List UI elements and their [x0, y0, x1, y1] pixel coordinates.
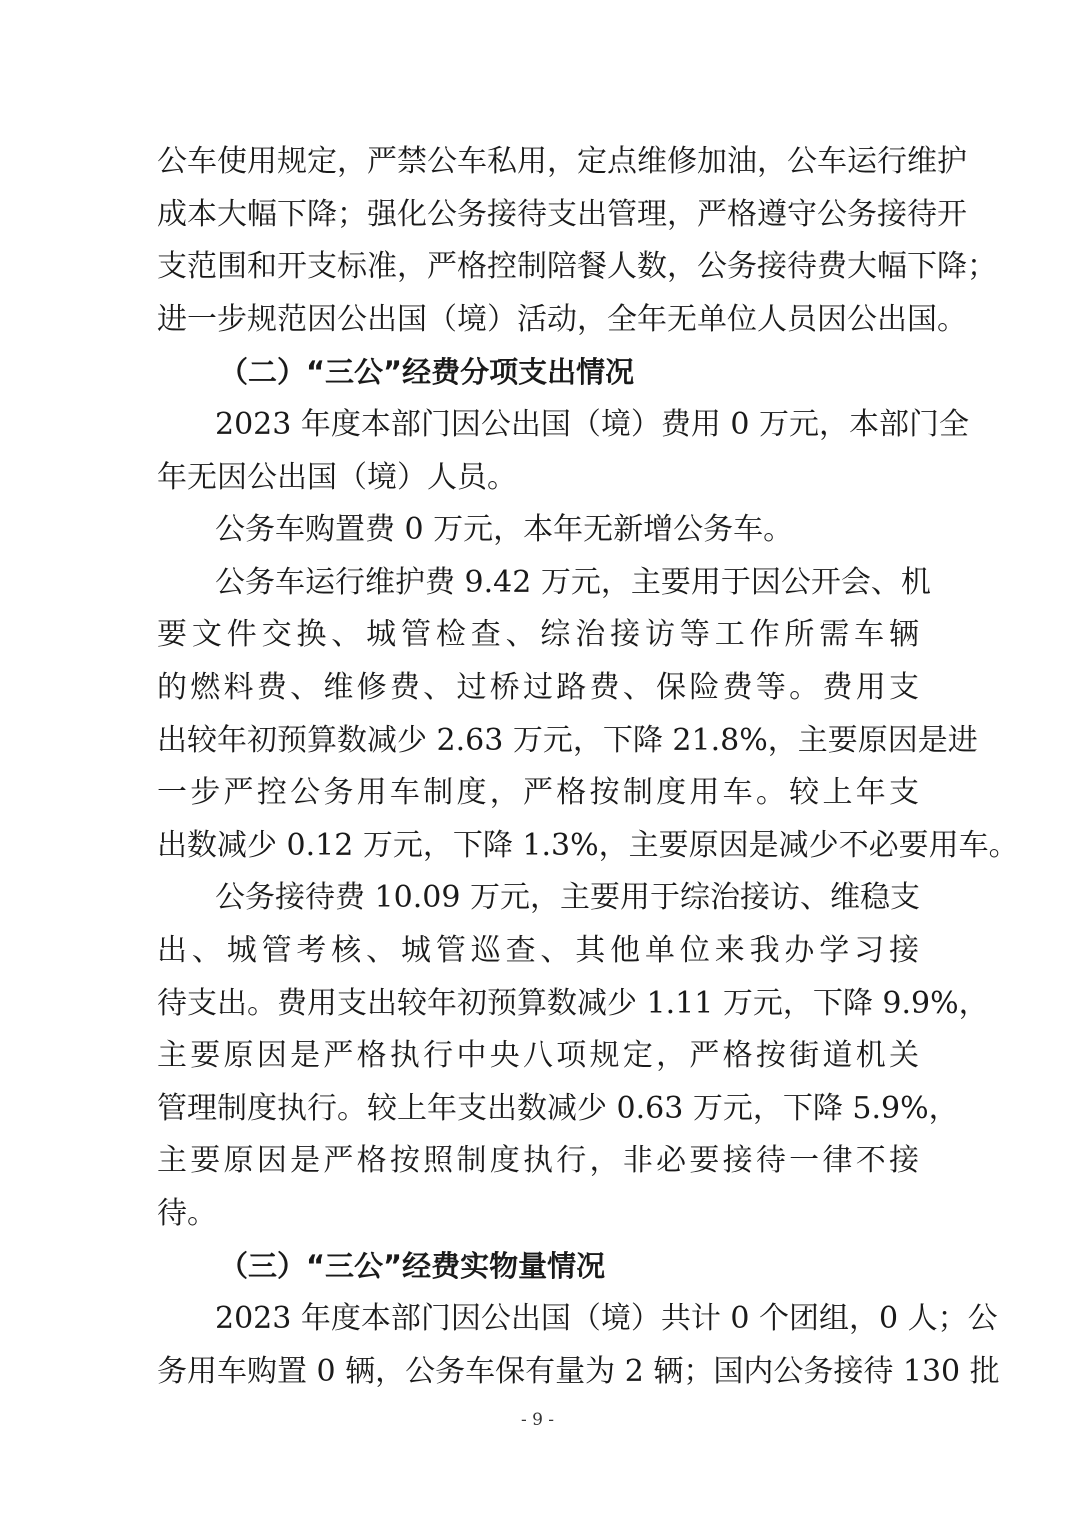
text-line: 公务接待费 10.09 万元，主要用于综治接访、维稳支: [215, 880, 920, 916]
text-line: 的燃料费、维修费、过桥过路费、保险费等。费用支: [157, 669, 919, 705]
text-line: 要文件交换、城管检查、综治接访等工作所需车辆: [157, 617, 919, 653]
text-line: 出、城管考核、城管巡查、其他单位来我办学习接: [157, 932, 919, 968]
text-line: 出数减少 0.12 万元，下降 1.3%，主要原因是减少不必要用车。: [157, 827, 1019, 863]
text-line: 2023 年度本部门因公出国（境）共计 0 个团组，0 人；公: [215, 1301, 998, 1337]
page-number: - 9 -: [520, 1410, 555, 1430]
text-line: 公车使用规定，严禁公车私用，定点维修加油，公车运行维护: [157, 144, 967, 179]
text-line: 一步严控公务用车制度，严格按制度用车。较上年支: [157, 775, 919, 811]
text-line: 公务车购置费 0 万元，本年无新增公务车。: [215, 512, 794, 548]
text-line: 进一步规范因公出国（境）活动，全年无单位人员因公出国。: [157, 301, 967, 337]
text-line: 主要原因是严格执行中央八项规定，严格按街道机关: [157, 1038, 919, 1074]
text-line: 待。: [157, 1195, 217, 1231]
text-line: 出较年初预算数减少 2.63 万元，下降 21.8%，主要原因是进: [157, 722, 978, 758]
text-line: 主要原因是严格按照制度执行，非必要接待一律不接: [157, 1143, 919, 1179]
section-heading: （三）“三公”经费实物量情况: [219, 1249, 606, 1284]
text-line: 年无因公出国（境）人员。: [157, 459, 517, 495]
text-line: 成本大幅下降；强化公务接待支出管理，严格遵守公务接待开: [157, 196, 967, 232]
text-line: 管理制度执行。较上年支出数减少 0.63 万元，下降 5.9%，: [157, 1090, 959, 1126]
document-body: [157, 136, 1019, 1398]
text-line: 待支出。费用支出较年初预算数减少 1.11 万元，下降 9.9%，: [157, 985, 989, 1021]
text-line: 支范围和开支标准，严格控制陪餐人数，公务接待费大幅下降；: [157, 249, 997, 285]
text-line: 2023 年度本部门因公出国（境）费用 0 万元，本部门全: [215, 406, 970, 442]
section-heading: （二）“三公”经费分项支出情况: [219, 355, 635, 390]
text-line: 务用车购置 0 辆，公务车保有量为 2 辆；国内公务接待 130 批: [157, 1353, 1000, 1389]
text-line: 公务车运行维护费 9.42 万元，主要用于因公开会、机: [215, 564, 931, 600]
